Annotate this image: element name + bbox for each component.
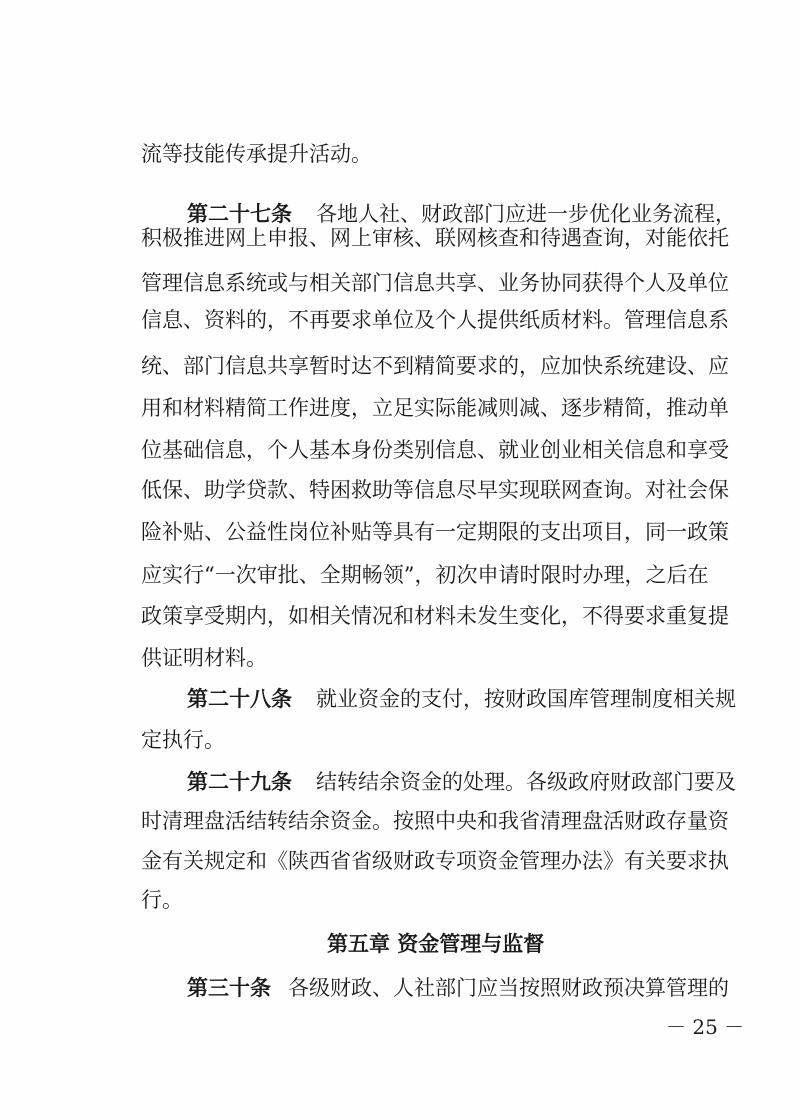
text-line (0, 388, 800, 428)
text-line (0, 430, 800, 470)
line-text: 用和材料精简工作进度，立足实际能减则减、逐步精简，推动单 (141, 396, 729, 420)
line-text: 结转结余资金的处理。各级政府财政部门要及 (316, 770, 736, 794)
line-text: 各级财政、人社部门应当按照财政预决算管理的 (288, 976, 729, 1000)
line-text: 政策享受期内，如相关情况和材料未发生变化，不得要求重复提 (141, 604, 729, 628)
chapter-five-heading: 第五章 资金管理与监督 (327, 932, 545, 956)
line-text: 信息、资料的，不再要求单位及个人提供纸质材料。管理信息系 (141, 308, 729, 332)
text-line (0, 801, 800, 841)
chapter-title (0, 924, 800, 964)
article-30-heading: 第三十条 (187, 976, 271, 1000)
text-line (0, 638, 800, 678)
line-text: 流等技能传承提升活动。 (141, 142, 372, 166)
article-30-first-line (0, 968, 800, 1008)
line-text: 金有关规定和《陕西省省级财政专项资金管理办法》有关要求执 (141, 849, 729, 873)
line-text: 行。 (141, 888, 183, 912)
text-line (0, 880, 800, 920)
text-line (0, 134, 800, 174)
text-line (0, 720, 800, 760)
line-text: 管理信息系统或与相关部门信息共享、业务协同获得个人及单位 (141, 271, 729, 295)
article-28-heading: 第二十八条 (187, 687, 292, 711)
text-line (0, 555, 800, 595)
line-text: 时清理盘活结转结余资金。按照中央和我省清理盘活财政存量资 (141, 809, 729, 833)
text-line (0, 596, 800, 636)
text-line (0, 470, 800, 510)
text-line (0, 512, 800, 552)
line-text: 定执行。 (141, 728, 225, 752)
line-text: 统、部门信息共享暂时达不到精简要求的，应加快系统建设、应 (141, 354, 729, 378)
line-text: 应实行“一次审批、全期畅领”，初次申请时限时办理，之后在 (141, 563, 709, 587)
article-29-first-line (0, 762, 800, 802)
line-text: 积极推进网上申报、网上审核、联网核查和待遇查询，对能依托 (141, 226, 729, 250)
article-29-heading: 第二十九条 (187, 770, 292, 794)
line-text: 位基础信息，个人基本身份类别信息、就业创业相关信息和享受 (141, 438, 729, 462)
line-text: 供证明材料。 (141, 646, 267, 670)
line-text: 就业资金的支付，按财政国库管理制度相关规 (316, 687, 736, 711)
article-27-heading: 第二十七条 (187, 202, 292, 226)
text-line (0, 300, 800, 340)
line-text: 低保、助学贷款、特困救助等信息尽早实现联网查询。对社会保 (141, 478, 729, 502)
page-number: － 25 － (666, 1015, 745, 1039)
line-text: 各地人社、财政部门应进一步优化业务流程， (316, 202, 736, 226)
line-text: 险补贴、公益性岗位补贴等具有一定期限的支出项目，同一政策 (141, 520, 729, 544)
text-line (0, 346, 800, 386)
text-line (0, 841, 800, 881)
text-line (0, 263, 800, 303)
text-line (0, 218, 800, 258)
article-28-first-line (0, 679, 800, 719)
